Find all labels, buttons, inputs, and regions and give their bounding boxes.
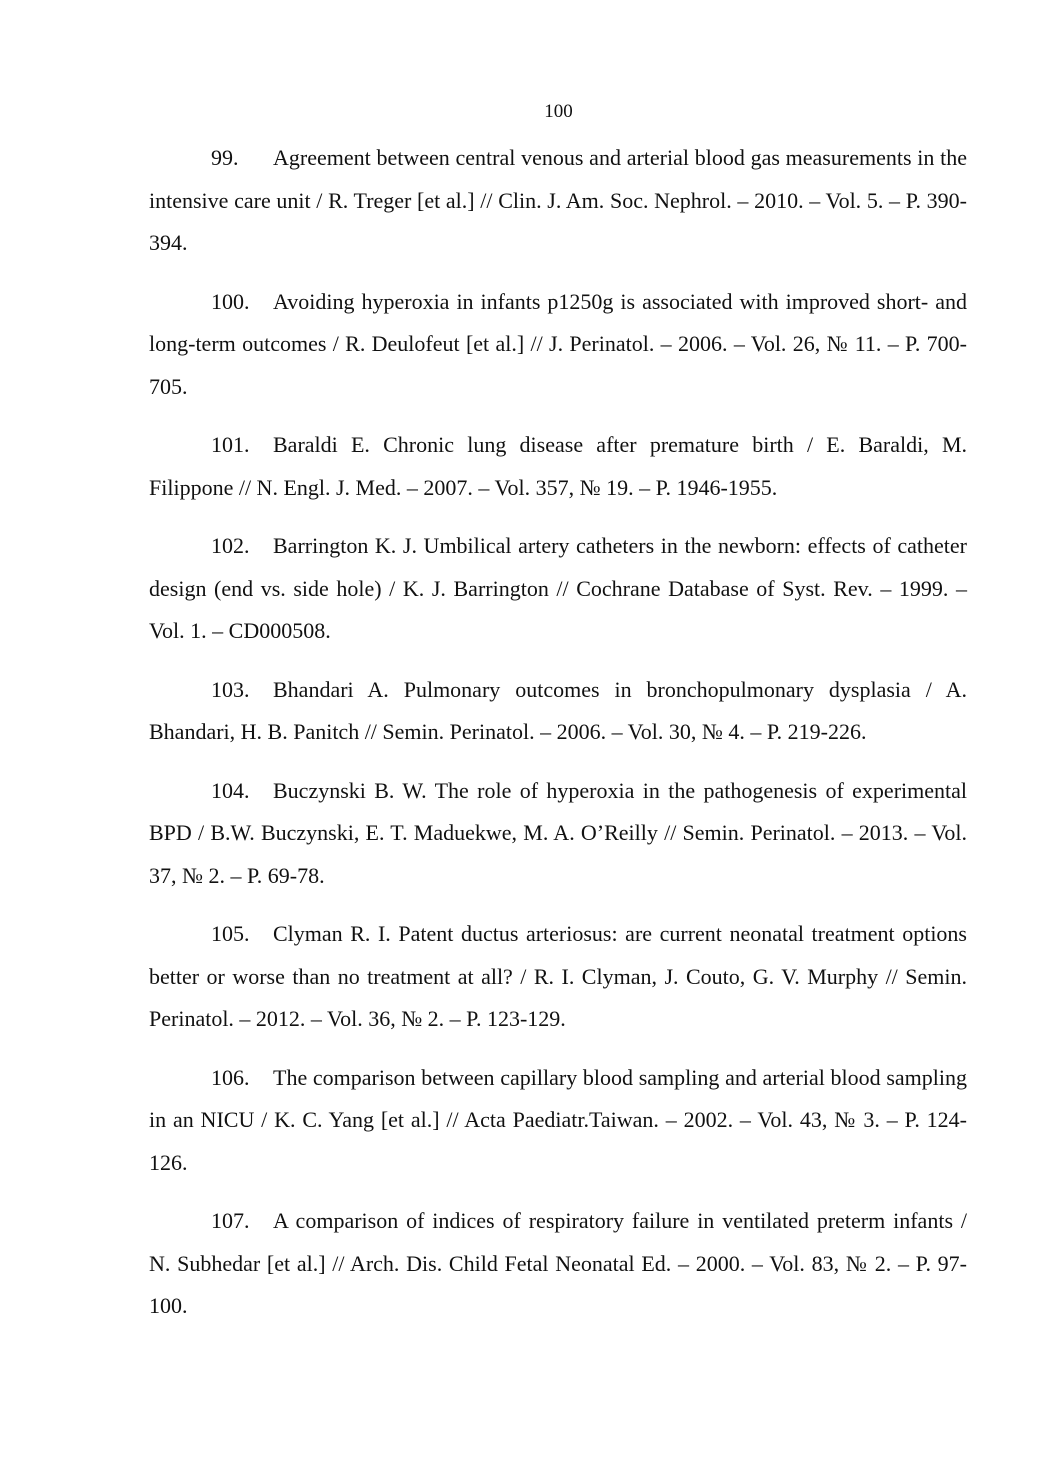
reference-item	[149, 525, 967, 653]
reference-number: 99.	[211, 145, 239, 170]
reference-text: Bhandari A. Pulmonary outcomes in bronchopulmonary dysplasia / A. Bhandari, H. B. Panitch // Semin. Perinatol. – 2006. – Vol. 30, № 4. – P. 219-226.	[149, 676, 967, 744]
reference-text: The comparison between capillary blood sampling and arterial blood sampling in an NICU / K. C. Yang [et al.] // Acta Paediatr.Taiwan. – 2002. – Vol. 43, № 3. – P. 124-126.	[149, 1064, 967, 1175]
reference-item	[149, 424, 967, 509]
reference-item	[149, 281, 967, 409]
reference-text: Clyman R. I. Patent ductus arteriosus: are current neonatal treatment options better or worse than no treatment at all? / R. I. Clyman, J. Couto, G. V. Murphy // Semin. Perinatol. – 2012. – Vol. 36, № 2. – P. 123-129.	[149, 921, 967, 1031]
reference-number: 106.	[211, 1064, 250, 1090]
page-number: 100	[544, 101, 573, 122]
reference-number: 104.	[211, 777, 250, 803]
reference-number: 101.	[211, 432, 250, 457]
reference-number: 100.	[211, 288, 250, 314]
reference-item	[149, 137, 967, 265]
reference-text: Buczynski B. W. The role of hyperoxia in the pathogenesis of experimental BPD / B.W. Buczynski, E. T. Maduekwe, M. A. O’Reilly // Semin. Perinatol. – 2013. – Vol. 37, № 2. – P. 69-78.	[149, 777, 967, 888]
reference-text: Agreement between central venous and arterial blood gas measurements in the intensive care unit / R. Treger [et al.] // Clin. J. Am. Soc. Nephrol. – 2010. – Vol. 5. – P. 390-394.	[149, 145, 967, 255]
reference-number: 105.	[211, 921, 250, 946]
reference-text: Baraldi E. Chronic lung disease after premature birth / E. Baraldi, M. Filippone // N. Engl. J. Med. – 2007. – Vol. 357, № 19. – P. 1946-1955.	[149, 432, 967, 500]
reference-item	[149, 1057, 967, 1185]
reference-item	[149, 669, 967, 754]
reference-number: 107.	[211, 1208, 250, 1233]
reference-item	[149, 913, 967, 1041]
reference-text: Avoiding hyperoxia in infants p1250g is associated with improved short- and long-term outcomes / R. Deulofeut [et al.] // J. Perinatol. – 2006. – Vol. 26, № 11. – P. 700-705.	[149, 288, 967, 399]
reference-text: A comparison of indices of respiratory failure in ventilated preterm infants / N. Subhedar [et al.] // Arch. Dis. Child Fetal Neonatal Ed. – 2000. – Vol. 83, № 2. – P. 97-100.	[149, 1208, 967, 1318]
reference-item	[149, 770, 967, 898]
reference-list	[149, 137, 967, 1344]
reference-item	[149, 1200, 967, 1328]
reference-number: 103.	[211, 676, 250, 702]
reference-text: Barrington K. J. Umbilical artery catheters in the newborn: effects of catheter design (end vs. side hole) / K. J. Barrington // Cochrane Database of Syst. Rev. – 1999. – Vol. 1. – CD000508.	[149, 533, 967, 643]
reference-number: 102.	[211, 533, 250, 558]
